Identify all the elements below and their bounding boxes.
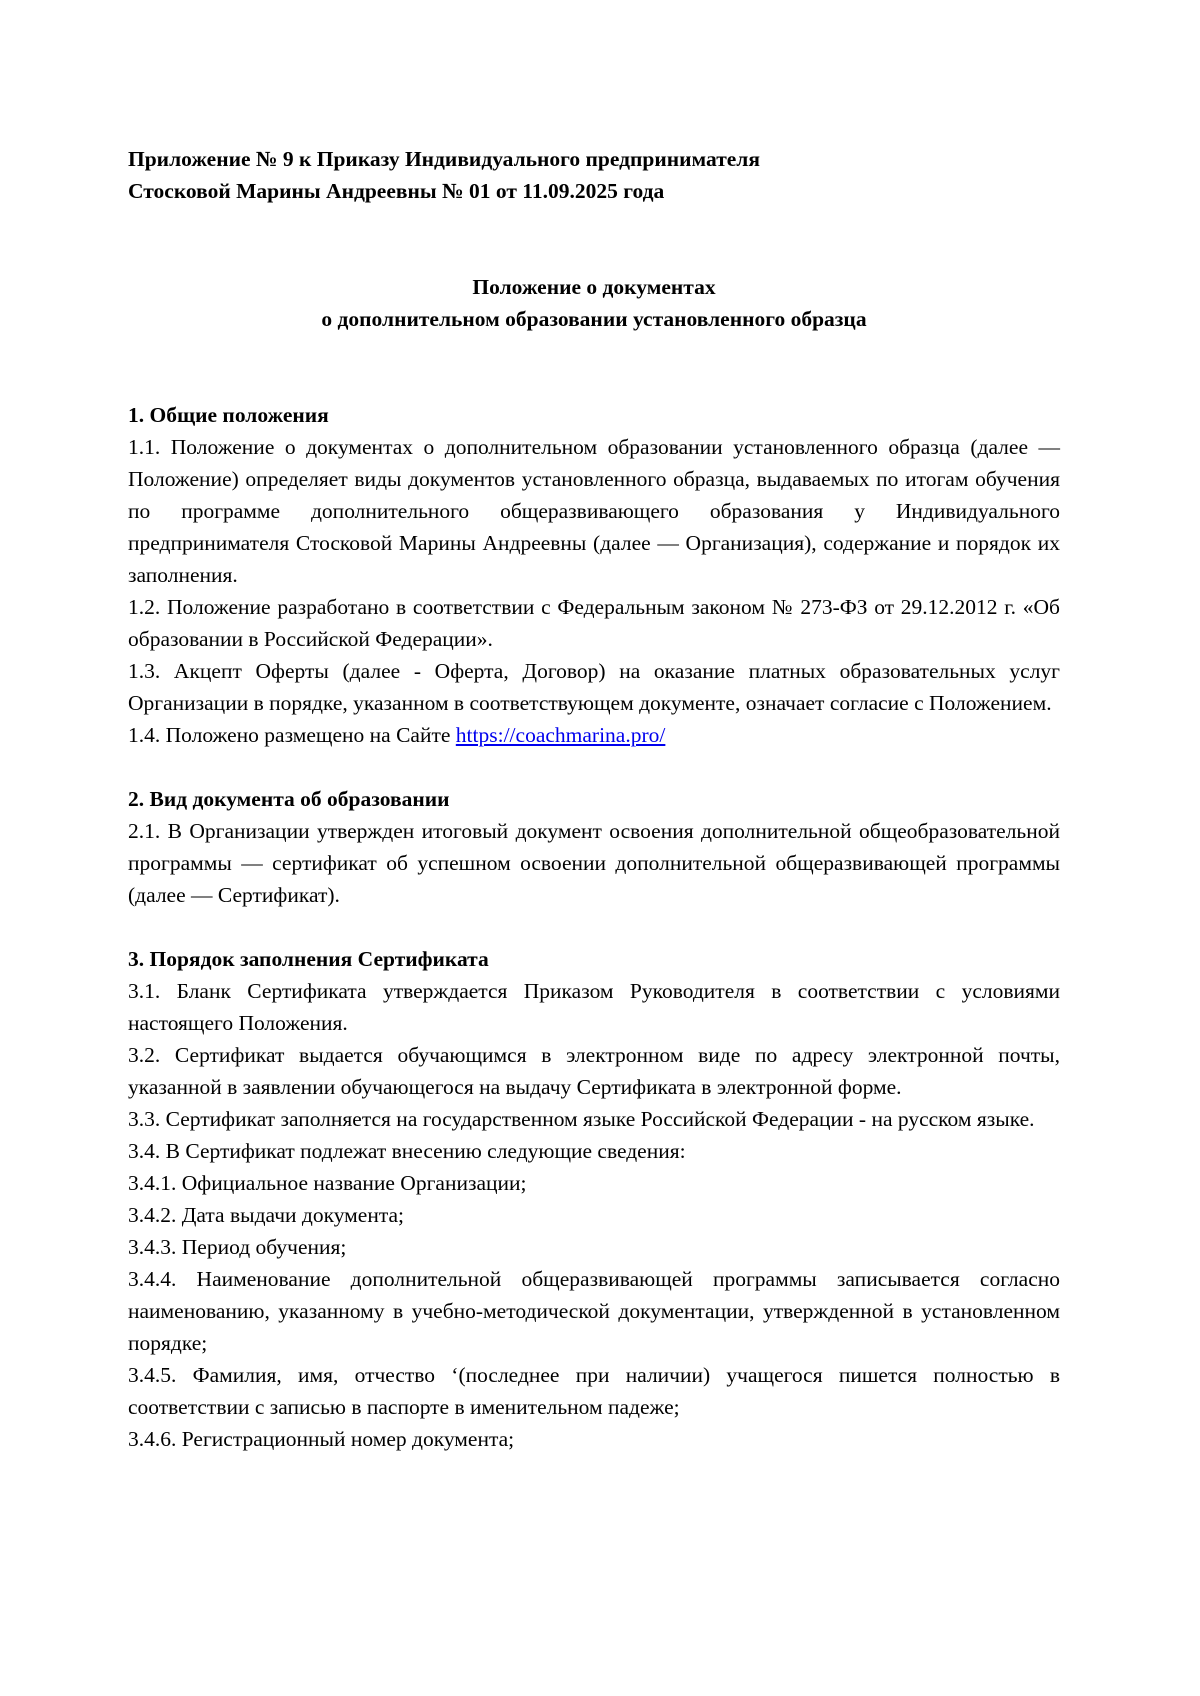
paragraph-3-4: 3.4. В Сертификат подлежат внесению следующие сведения: bbox=[128, 1139, 686, 1163]
appendix-header-line-2: Стосковой Марины Андреевны № 01 от 11.09.2025 года bbox=[128, 179, 665, 203]
section-3-heading: 3. Порядок заполнения Сертификата bbox=[128, 947, 489, 971]
spacer bbox=[128, 207, 1060, 271]
paragraph-1-4 bbox=[128, 719, 1060, 751]
paragraph-1-3: 1.3. Акцепт Оферты (далее - Оферта, Договор) на оказание платных образовательных услуг Организации в порядке, указанном в соответствующем документе, означает согласие с Положением. bbox=[128, 659, 1060, 715]
section-document-type bbox=[128, 783, 1060, 911]
paragraph-3-3: 3.3. Сертификат заполняется на государственном языке Российской Федерации - на русском языке. bbox=[128, 1107, 1035, 1131]
paragraph-3-4-2: 3.4.2. Дата выдачи документа; bbox=[128, 1203, 405, 1227]
document-title bbox=[128, 271, 1060, 335]
paragraph-3-1: 3.1. Бланк Сертификата утверждается Приказом Руководителя в соответствии с условиями настоящего Положения. bbox=[128, 979, 1060, 1035]
appendix-header bbox=[128, 143, 1060, 207]
paragraph-3-4-5: 3.4.5. Фамилия, имя, отчество ‘(последнее при наличии) учащегося пишется полностью в соответствии с записью в паспорте в именительном падеже; bbox=[128, 1363, 1060, 1419]
paragraph-3-4-4: 3.4.4. Наименование дополнительной общеразвивающей программы записывается согласно наименованию, указанному в учебно-методической документации, утвержденной в установленном порядке; bbox=[128, 1267, 1060, 1355]
paragraph-3-4-3: 3.4.3. Период обучения; bbox=[128, 1235, 347, 1259]
section-certificate-filling bbox=[128, 943, 1060, 1455]
spacer bbox=[128, 335, 1060, 399]
document-title-line-2: о дополнительном образовании установленного образца bbox=[321, 307, 867, 331]
paragraph-1-4-text: 1.4. Положено размещено на Сайте bbox=[128, 723, 456, 747]
site-link[interactable]: https://coachmarina.pro/ bbox=[455, 723, 666, 747]
paragraph-3-4-6: 3.4.6. Регистрационный номер документа; bbox=[128, 1427, 515, 1451]
paragraph-1-2: 1.2. Положение разработано в соответствии с Федеральным законом № 273-ФЗ от 29.12.2012 г. «Об образовании в Российской Федерации». bbox=[128, 595, 1060, 651]
section-general-provisions bbox=[128, 399, 1060, 751]
appendix-header-line-1: Приложение № 9 к Приказу Индивидуального предпринимателя bbox=[128, 147, 761, 171]
section-1-heading: 1. Общие положения bbox=[128, 403, 329, 427]
paragraph-3-4-1: 3.4.1. Официальное название Организации; bbox=[128, 1171, 527, 1195]
document-title-line-1: Положение о документах bbox=[472, 275, 716, 299]
paragraph-3-2: 3.2. Сертификат выдается обучающимся в электронном виде по адресу электронной почты, указанной в заявлении обучающегося на выдачу Сертификата в электронной форме. bbox=[128, 1043, 1060, 1099]
paragraph-1-1: 1.1. Положение о документах о дополнительном образовании установленного образца (далее — Положение) определяет виды документов установленного образца, выдаваемых по итогам обучения по программе дополнительного общеразвивающего образования у Индивидуального предпринимателя Стосковой Марины Андреевны (далее — Организация), содержание и порядок их заполнения. bbox=[128, 435, 1060, 587]
section-2-heading: 2. Вид документа об образовании bbox=[128, 787, 450, 811]
paragraph-2-1: 2.1. В Организации утвержден итоговый документ освоения дополнительной общеобразовательной программы — сертификат об успешном освоении дополнительной общеразвивающей программы (далее — Сертификат). bbox=[128, 819, 1060, 907]
